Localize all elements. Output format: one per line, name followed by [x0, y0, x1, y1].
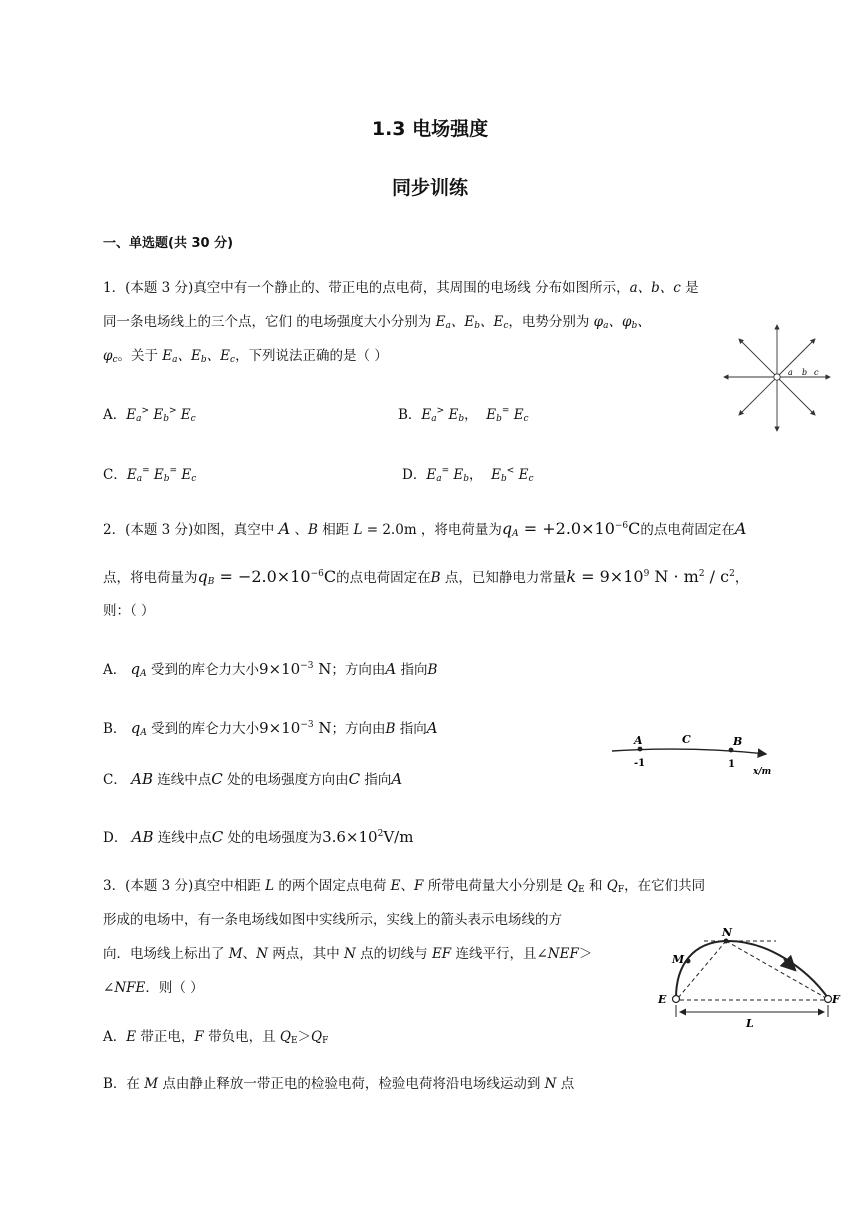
q3-text3b: 两点，其中	[272, 946, 340, 962]
q1-vars: a、b、c	[629, 280, 681, 296]
q1-option-d-label: D．	[402, 467, 427, 483]
q1-option-b-label: B．	[398, 407, 422, 423]
q2-option-c[interactable]: C． AB 连线中点C 处的电场强度方向由C 指向A	[103, 770, 403, 788]
q3-number: 3．	[103, 878, 126, 894]
q2-option-b-label: B．	[103, 721, 127, 737]
q3-option-a-text1: 带正电，	[140, 1029, 195, 1045]
q2-text1d: 的点电荷固定在	[640, 522, 735, 538]
q1-option-a-label: A．	[103, 407, 127, 423]
q3-option-b[interactable]: B．在 M 点由静止释放一带正电的检验电荷，检验电荷将沿电场线运动到 N 点	[103, 1076, 575, 1092]
q3-line1: 3．(本题 3 分)真空中相距 L 的两个固定点电荷 E、F 所带电荷量大小分别是 $Q_E$ 和 $Q_F$，在它们共同	[103, 878, 706, 895]
q3-text3e: ＞	[578, 946, 593, 962]
q3-label-L: L	[746, 1017, 754, 1030]
section-heading: 一、单选题(共 30 分)	[103, 236, 234, 251]
q2-option-c-text1: 连线中点	[157, 772, 212, 788]
q1-phi-list: $\varphi_a$、$\varphi_b$、	[593, 314, 651, 331]
q2-text2a: 点，将电荷量为	[103, 570, 198, 586]
q2-option-b[interactable]: B． $q_A$ 受到的库仑力大小$9\times 10^{-3}$ N；方向由B 指向A	[103, 719, 438, 738]
page-title: 1.3 电场强度	[371, 118, 489, 140]
q1-label-c: c	[814, 368, 819, 377]
q2-line2: 点，将电荷量为$q_B = -2.0\times 10^{-6}C$的点电荷固定在B 点，已知静电力常量$k = 9\times 10^9$ $N \cdot m^2 / c^2$，	[103, 567, 749, 587]
q1-field-figure	[722, 323, 832, 433]
q1-option-c-label: C．	[103, 467, 127, 483]
q3-text1c: 所带电荷量大小分别是	[427, 878, 563, 894]
q3-label-E: E	[658, 993, 667, 1006]
q1-stem: 真空中有一个静止的、带正电的点电荷，其周围的电场线 分布如图所示，	[193, 280, 630, 296]
q1-label-b: b	[802, 368, 808, 377]
q2-option-a-text3: 指向	[400, 662, 428, 678]
q3-text1b: 的两个固定点电荷	[278, 878, 387, 894]
q1-phi-c: $\varphi_c$	[103, 348, 118, 365]
q1-option-c[interactable]: C．$E_a^=$ $E_b^=$ $E_c$	[103, 466, 197, 484]
q3-option-b-label: B．	[103, 1076, 127, 1092]
q2-option-b-text3: 指向	[399, 721, 427, 737]
q3-line4: ∠NFE．则（ ）	[103, 980, 204, 996]
q2-label-minus1: -1	[634, 758, 646, 769]
q2-label-axis: x/m	[753, 767, 772, 777]
q2-line3: 则：（ ）	[103, 603, 155, 619]
q1-option-b[interactable]: B．$E_a^>$ $E_b$， $E_b^=$ $E_c$	[398, 406, 529, 424]
q1-stem2b: ，电势分别为	[508, 314, 590, 330]
q2-label-A: A	[634, 734, 643, 747]
q3-option-b-text1: 在	[126, 1076, 140, 1092]
q1-option-d[interactable]: D．$E_a^=$ $E_b$， $E_b^<$ $E_c$	[402, 466, 534, 484]
q3-text4b: ．则（ ）	[145, 980, 204, 996]
q1-points: (本题 3 分)	[125, 280, 194, 296]
q2-option-c-text2: 处的电场强度方向由	[227, 772, 349, 788]
q3-text1a: 真空中相距	[193, 878, 261, 894]
q3-option-a[interactable]: A．E 带正电，F 带负电，且 $Q_E>Q_F$	[103, 1029, 329, 1046]
q2-option-b-text1: 受到的库仑力大小	[151, 721, 260, 737]
q2-option-d-text1: 连线中点	[157, 830, 212, 846]
q2-text2d: ，	[734, 570, 749, 586]
q3-text3a: 向．电场线上标出了	[103, 946, 225, 962]
q2-label-C: C	[682, 733, 691, 746]
q2-text2c: 点，已知静电力常量	[444, 570, 567, 586]
q2-option-a-label: A．	[103, 662, 127, 678]
q2-label-B: B	[733, 735, 743, 748]
q2-option-d-text2: 处的电场强度为	[227, 830, 323, 846]
q3-option-a-label: A．	[103, 1029, 127, 1045]
q2-option-a-text1: 受到的库仑力大小	[150, 662, 259, 678]
q1-line1	[103, 279, 699, 297]
q3-line3: 向．电场线上标出了 M、N 两点，其中 N 点的切线与 EF 连线平行，且∠NEF＞	[103, 946, 593, 962]
q3-text1d: 和	[588, 878, 603, 894]
q2-option-d-label: D．	[103, 830, 128, 846]
q2-option-b-text2: ；方向由	[331, 721, 386, 737]
q2-text1b: 相距	[322, 522, 350, 538]
q2-text1c: ，将电荷量为	[420, 522, 502, 538]
q3-option-b-text2: 点由静止释放一带正电的检验电荷，检验电荷将沿电场线运动到	[162, 1076, 541, 1092]
page-subtitle: 同步训练	[391, 177, 468, 199]
q2-line-figure	[610, 730, 770, 780]
q2-points: (本题 3 分)	[125, 522, 194, 538]
q3-option-a-text2: 带负电，且	[208, 1029, 276, 1045]
q1-stem2: 同一条电场线上的三个点，它们 的电场强度大小分别为	[103, 314, 432, 330]
q3-label-F: F	[832, 993, 840, 1006]
q2-line1: 2．(本题 3 分)如图，真空中 A 、B 相距 L = 2.0m ，将电荷量为$q_A = +2.0\times 10^{-6}C$的点电荷固定在A	[103, 519, 747, 539]
q2-option-a-text2: ；方向由	[331, 662, 386, 678]
q2-label-1: 1	[728, 759, 735, 770]
q1-stem3a: 。关于	[117, 348, 158, 364]
q2-option-c-text3: 指向	[364, 772, 392, 788]
q1-label-a: a	[788, 368, 793, 377]
q3-option-b-text3: 点	[560, 1076, 575, 1092]
q3-text3d: 连线平行，且∠	[455, 946, 548, 962]
q3-label-N: N	[722, 926, 733, 939]
q1-stem3b: ，下列说法正确的是（ ）	[235, 348, 388, 364]
q3-text1e: ，在它们共同	[624, 878, 706, 894]
q3-text3c: 点的切线与	[360, 946, 428, 962]
q2-option-d[interactable]: D． AB 连线中点C 处的电场强度为$3.6\times 10^2V/m$	[103, 828, 414, 846]
q2-text2b: 的点电荷固定在	[336, 570, 431, 586]
q1-line2	[103, 313, 651, 335]
q1-line3	[103, 347, 388, 369]
q1-number: 1．	[103, 280, 126, 296]
q2-text1a: 如图，真空中	[193, 522, 275, 538]
q1-E-list2: $E_a$、$E_b$、$E_c$	[162, 348, 236, 365]
q1-option-a[interactable]: A．$E_a^>$ $E_b^>$ $E_c$	[103, 406, 196, 424]
q2-option-a[interactable]: A． $q_A$ 受到的库仑力大小$9\times 10^{-3}$ N；方向由A 指向B	[103, 660, 438, 679]
q3-points: (本题 3 分)	[125, 878, 194, 894]
q3-field-figure	[658, 925, 838, 1035]
q2-number: 2．	[103, 522, 126, 538]
q3-line2: 形成的电场中，有一条电场线如图中实线所示，实线上的箭头表示电场线的方	[103, 912, 562, 928]
q1-E-list: $E_a$、$E_b$、$E_c$	[435, 314, 509, 331]
q1-stem-end: 是	[685, 280, 699, 296]
q3-text4a: ∠	[103, 980, 115, 996]
q3-label-M: M	[672, 953, 685, 966]
q2-option-c-label: C．	[103, 772, 127, 788]
